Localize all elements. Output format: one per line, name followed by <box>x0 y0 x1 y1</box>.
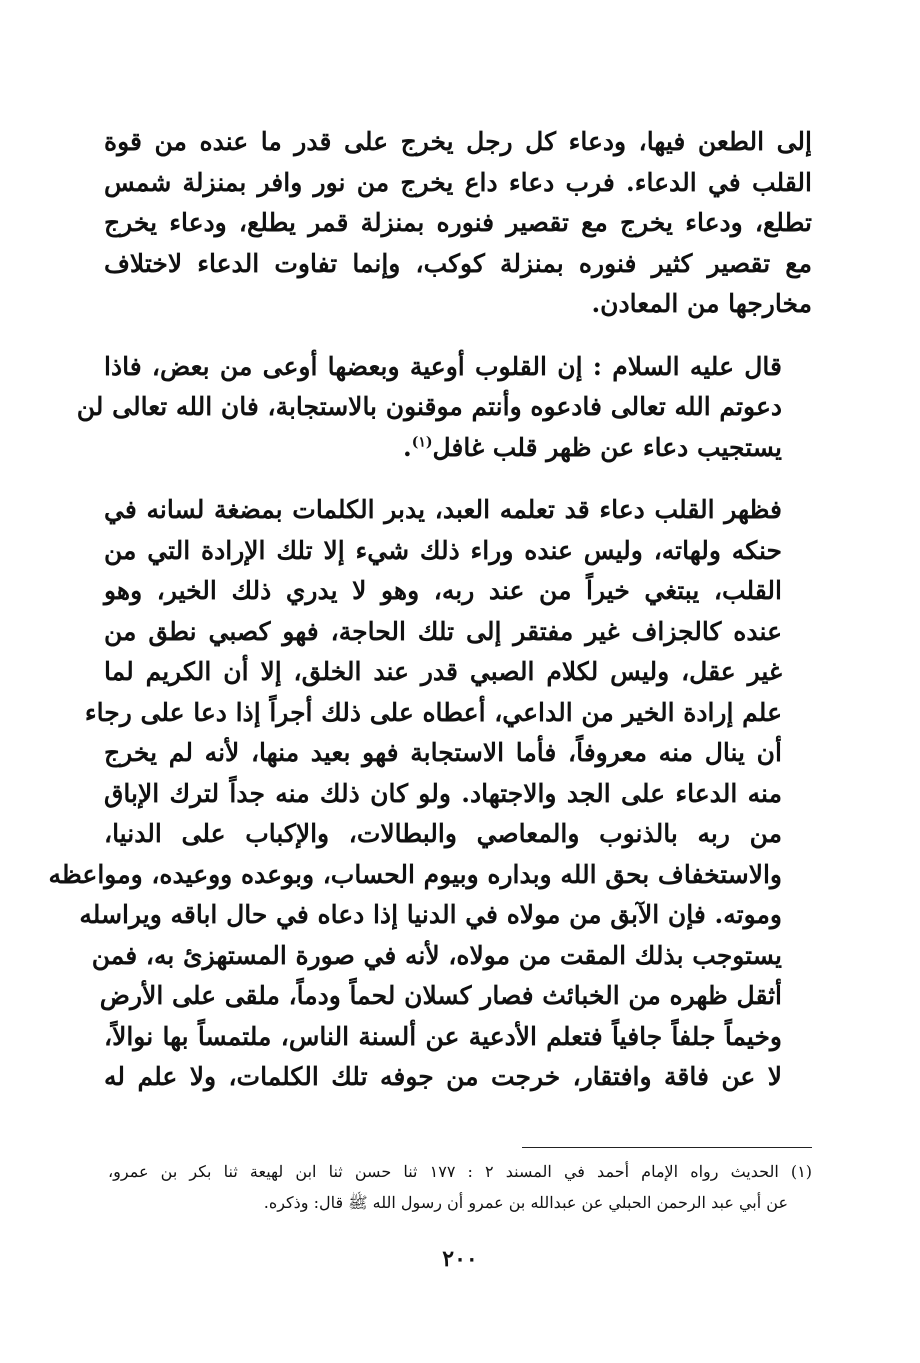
text-line: عنده كالجزاف غير مفتقر إلى تلك الحاجة، فهو كصبي نطق من <box>104 616 782 646</box>
text-line: قال عليه السلام : إن القلوب أوعية وبعضها أوعى من بعض، فاذا <box>104 351 782 381</box>
main-text <box>48 122 812 1098</box>
text-line: دعوتم الله تعالى فادعوه وأنتم موقنون بالاستجابة، فان الله تعالى لن <box>76 392 782 421</box>
text-line: وخيماً جلفاً جافياً فتعلم الأدعية عن ألسنة الناس، ملتمساً بها نوالاً، <box>104 1021 782 1051</box>
text-line: فظهر القلب دعاء قد تعلمه العبد، يدبر الكلمات بمضغة لسانه في <box>104 495 782 524</box>
text-line: لا عن فاقة وافتقار، خرجت من جوفه تلك الكلمات، ولا علم له <box>104 1062 782 1091</box>
paragraph-2 <box>76 347 812 469</box>
text-line: إلى الطعن فيها، ودعاء كل رجل يخرج على قدر ما عنده من قوة <box>104 127 812 156</box>
text-line: تطلع، ودعاء يخرج مع تقصير فنوره بمنزلة قمر يطلع، ودعاء يخرج <box>104 208 812 237</box>
text-segment: . <box>403 432 412 462</box>
footnote-separator <box>522 1147 812 1148</box>
text-line: من ربه بالذنوب والمعاصي والبطالات، والإكباب على الدنيا، <box>104 819 782 848</box>
text-line: وموته. فإن الآبق من مولاه في الدنيا إذا دعاه في حال اباقه ويراسله <box>79 900 782 929</box>
text-segment: يستجيب دعاء عن ظهر قلب غافل <box>432 432 782 462</box>
text-line: منه الدعاء على الجد والاجتهاد. ولو كان ذلك منه جداً لترك الإباق <box>104 778 782 808</box>
text-line: والاستخفاف بحق الله وبداره وبيوم الحساب، وبوعده ووعيده، ومواعظه <box>48 859 782 889</box>
footnote-reference: (١) <box>411 434 433 451</box>
footnotes <box>108 1156 812 1218</box>
text-line-with-footnote <box>104 428 812 469</box>
text-line: علم إرادة الخير من الداعي، أعطاه على ذلك أجراً إذا دعا على رجاء <box>84 697 782 727</box>
text-line: حنكه ولهاته، وليس عنده وراء ذلك شيء إلا تلك الإرادة التي من <box>104 535 782 565</box>
text-line: غير عقل، وليس لكلام الصبي قدر عند الخلق، إلا أن الكريم لما <box>104 657 782 686</box>
paragraph-1 <box>104 122 812 325</box>
page-number: ٢٠٠ <box>442 1246 478 1272</box>
footnote-line: عن أبي عبد الرحمن الحبلي عن عبدالله بن عمرو أن رسول الله ﷺ قال: وذكره. <box>263 1193 788 1212</box>
text-line: أثقل ظهره من الخبائث فصار كسلان لحماً ودماً، ملقى على الأرض <box>99 981 782 1010</box>
text-line: مخارجها من المعادن. <box>591 289 812 318</box>
text-line: مع تقصير كثير فنوره بمنزلة كوكب، وإنما تفاوت الدعاء لاختلاف <box>104 248 812 278</box>
text-line: القلب، يبتغي خيراً من عند ربه، وهو لا يدري ذلك الخير، وهو <box>104 576 783 605</box>
paragraph-3 <box>48 490 812 1098</box>
text-line: يستوجب بذلك المقت من مولاه، لأنه في صورة المستهزئ به، فمن <box>91 940 782 970</box>
text-line: القلب في الدعاء. فرب دعاء داع يخرج من نور وافر بمنزلة شمس <box>104 167 812 197</box>
text-line: أن ينال منه معروفاً، فأما الاستجابة فهو بعيد منها، لأنه لم يخرج <box>104 738 782 767</box>
footnote-line: (١) الحديث رواه الإمام أحمد في المسند ٢ : ١٧٧ ثنا حسن ثنا ابن لهيعة ثنا بكر بن عمرو، <box>108 1162 813 1181</box>
